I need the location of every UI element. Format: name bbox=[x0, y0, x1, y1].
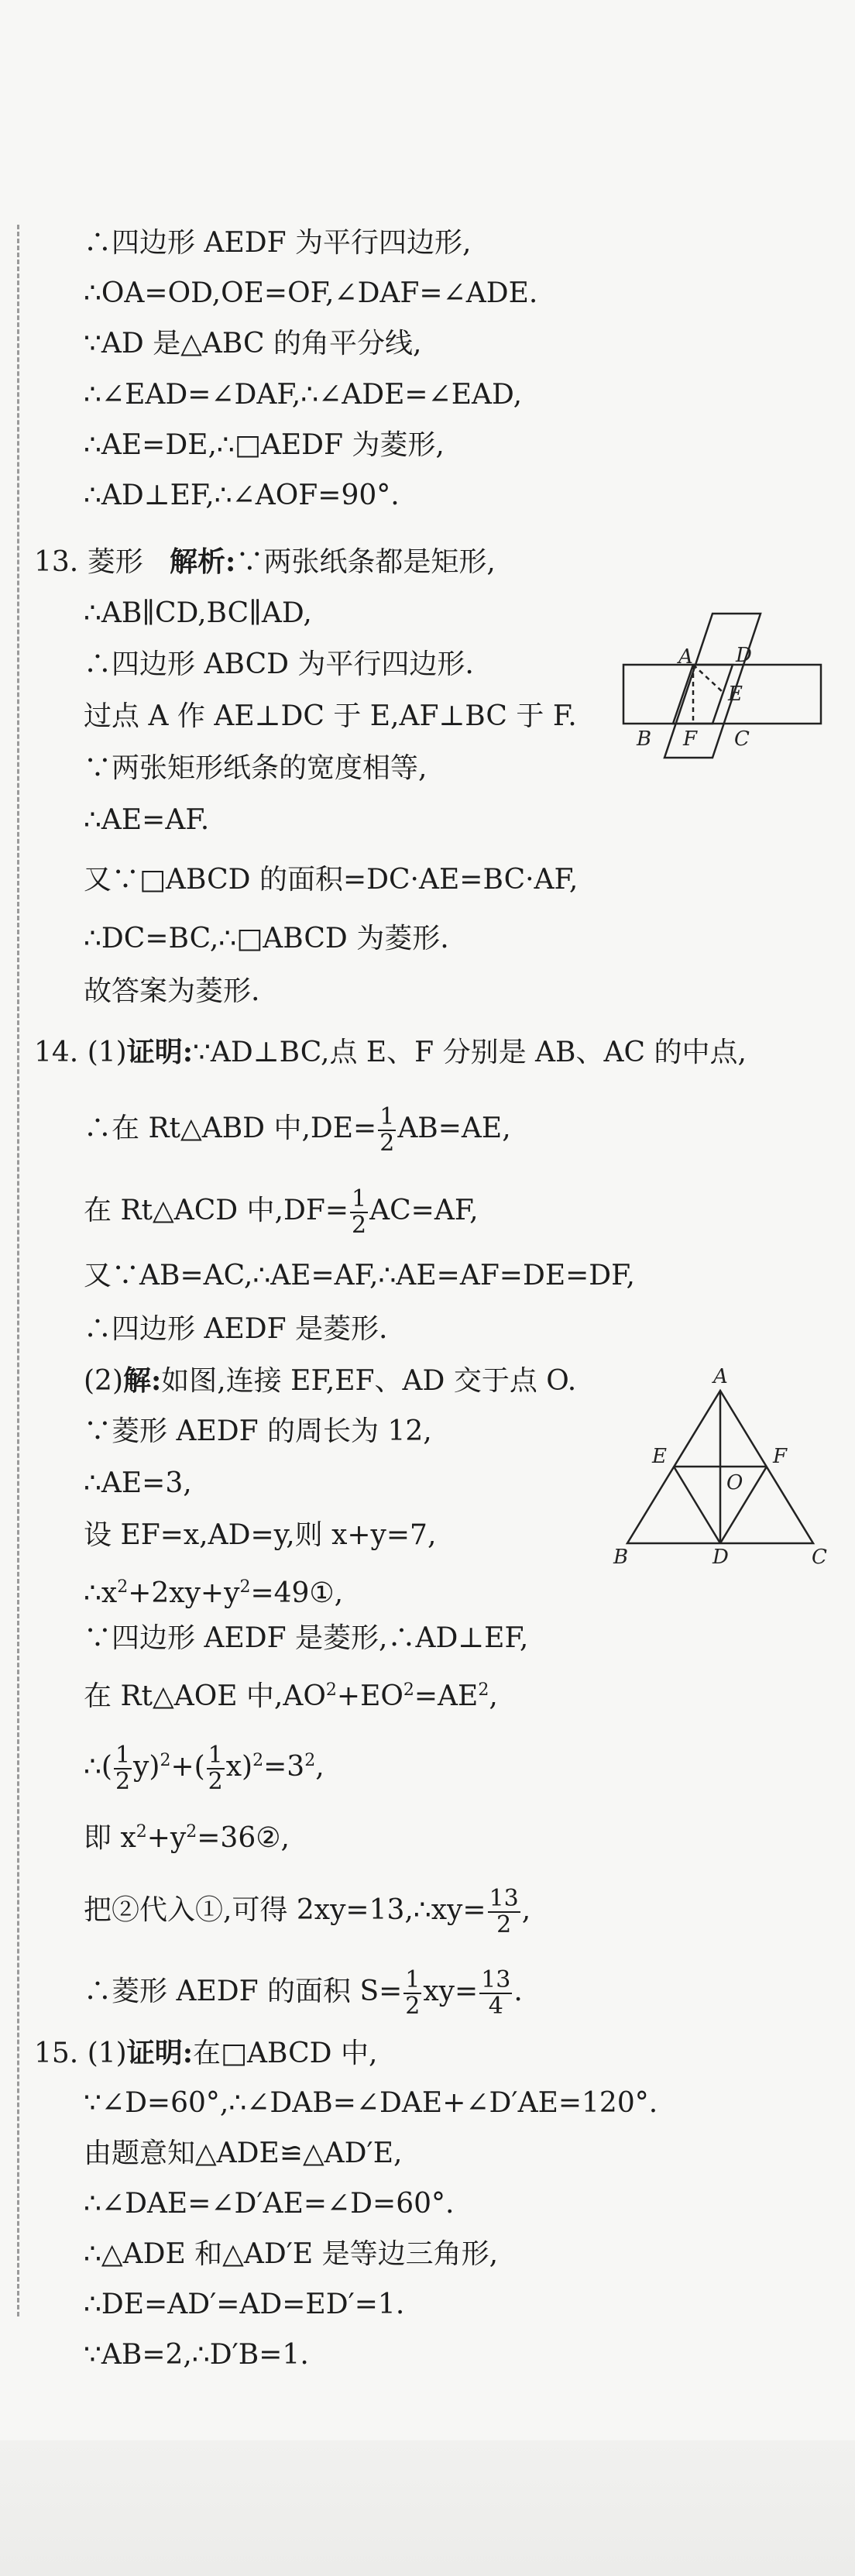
figure-13-crossed-strips bbox=[620, 604, 836, 782]
text-line: 又∵□ABCD 的面积=DC·AE=BC·AF, bbox=[84, 864, 579, 896]
text-span: AB=AE, bbox=[397, 1113, 511, 1144]
text-line bbox=[84, 1570, 343, 1611]
text-line bbox=[84, 1673, 498, 1714]
text-span: ∴在 Rt△ABD 中,DE= bbox=[84, 1113, 377, 1144]
fraction-half bbox=[207, 1743, 225, 1794]
proof-label: 证明: bbox=[126, 1036, 193, 1068]
numerator: 1 bbox=[379, 1103, 395, 1130]
text-span: +2xy+y bbox=[128, 1577, 240, 1609]
label-F: F bbox=[773, 1445, 788, 1468]
text-span: 把②代入①,可得 2xy=13,∴xy= bbox=[84, 1894, 486, 1926]
text-line: ∴AB∥CD,BC∥AD, bbox=[84, 597, 312, 629]
segment-ed bbox=[674, 1467, 720, 1543]
text-line: ∵AD 是△ABC 的角平分线, bbox=[84, 328, 422, 359]
dashed-ae bbox=[693, 665, 723, 693]
fraction-13-2 bbox=[488, 1886, 520, 1938]
text-span: =3 bbox=[263, 1751, 305, 1783]
denominator: 2 bbox=[496, 1911, 512, 1938]
solution-label: 解: bbox=[123, 1364, 162, 1397]
label-A: A bbox=[678, 645, 693, 669]
superscript: 2 bbox=[186, 1822, 197, 1842]
label-F: F bbox=[683, 727, 698, 751]
text-span: . bbox=[513, 1976, 523, 2007]
denominator: 2 bbox=[405, 1993, 421, 2020]
proof-label: 证明: bbox=[126, 2037, 193, 2069]
text-line: 设 EF=x,AD=y,则 x+y=7, bbox=[84, 1519, 437, 1551]
text-span: ∴( bbox=[84, 1751, 112, 1783]
label-D: D bbox=[712, 1546, 729, 1565]
text-span: 在 Rt△AOE 中,AO bbox=[84, 1680, 326, 1712]
text-line: ∴∠EAD=∠DAF,∴∠ADE=∠EAD, bbox=[84, 379, 523, 411]
text-line bbox=[84, 1105, 511, 1156]
text-span: AC=AF, bbox=[369, 1195, 479, 1226]
numerator: 13 bbox=[481, 1966, 511, 1993]
text-span: ∵两张纸条都是矩形, bbox=[235, 546, 496, 578]
denominator: 2 bbox=[208, 1768, 223, 1795]
problem-13-answer: 13. 菱形 bbox=[34, 546, 143, 578]
superscript: 2 bbox=[478, 1680, 489, 1700]
text-line: ∵四边形 AEDF 是菱形,∴AD⊥EF, bbox=[84, 1622, 529, 1654]
text-line: ∵AB=2,∴D′B=1. bbox=[84, 2339, 309, 2371]
text-span: 在 Rt△ACD 中,DF= bbox=[84, 1195, 349, 1226]
problem-14-part1-heading bbox=[34, 1035, 747, 1070]
fraction-half bbox=[350, 1187, 368, 1238]
text-line: 又∵AB=AC,∴AE=AF,∴AE=AF=DE=DF, bbox=[84, 1260, 635, 1291]
text-span: =49①, bbox=[250, 1577, 344, 1609]
numerator: 1 bbox=[115, 1742, 131, 1769]
text-span: ∴x bbox=[84, 1577, 118, 1609]
text-line: ∴△ADE 和△AD′E 是等边三角形, bbox=[84, 2238, 499, 2270]
text-span: +y bbox=[146, 1822, 187, 1854]
text-line: ∵菱形 AEDF 的周长为 12, bbox=[84, 1415, 432, 1447]
label-A: A bbox=[713, 1365, 728, 1388]
left-margin-dashed-line bbox=[17, 225, 19, 2316]
label-E: E bbox=[652, 1445, 667, 1468]
problem-15-heading bbox=[34, 2036, 377, 2071]
denominator: 2 bbox=[352, 1212, 367, 1239]
text-line: ∴四边形 ABCD 为平行四边形. bbox=[84, 648, 474, 680]
text-span: , bbox=[315, 1751, 324, 1783]
text-line: ∵∠D=60°,∴∠DAB=∠DAE+∠D′AE=120°. bbox=[84, 2087, 658, 2119]
text-line: ∴AD⊥EF,∴∠AOF=90°. bbox=[84, 480, 400, 511]
text-line: ∴AE=AF. bbox=[84, 804, 210, 836]
fraction-half bbox=[378, 1105, 396, 1156]
superscript: 2 bbox=[403, 1680, 414, 1700]
denominator: 2 bbox=[115, 1768, 131, 1795]
text-line: ∴AE=3, bbox=[84, 1467, 192, 1499]
numerator: 13 bbox=[489, 1885, 519, 1912]
text-span: 在□ABCD 中, bbox=[193, 2038, 378, 2069]
text-line: ∴四边形 AEDF 为平行四边形, bbox=[84, 227, 472, 259]
text-span: =AE bbox=[414, 1680, 479, 1712]
part-2-heading bbox=[84, 1364, 576, 1398]
label-C: C bbox=[734, 727, 750, 751]
text-line bbox=[84, 1743, 324, 1794]
denominator: 2 bbox=[379, 1130, 395, 1157]
text-span: +EO bbox=[336, 1680, 403, 1712]
text-span: ∴菱形 AEDF 的面积 S= bbox=[84, 1976, 403, 2007]
text-line: ∴四边形 AEDF 是菱形. bbox=[84, 1313, 388, 1345]
text-span: , bbox=[489, 1680, 498, 1712]
text-line: ∴OA=OD,OE=OF,∠DAF=∠ADE. bbox=[84, 277, 538, 309]
text-span: ∵AD⊥BC,点 E、F 分别是 AB、AC 的中点, bbox=[193, 1037, 747, 1068]
text-line bbox=[84, 1187, 479, 1238]
page-bottom-shade bbox=[0, 2440, 855, 2576]
fraction-13-4 bbox=[479, 1968, 512, 2019]
text-line: 故答案为菱形. bbox=[84, 975, 260, 1007]
superscript: 2 bbox=[160, 1751, 171, 1770]
text-span: xy= bbox=[423, 1976, 479, 2007]
label-D: D bbox=[736, 644, 752, 667]
text-span: 即 x bbox=[84, 1822, 136, 1854]
text-span: , bbox=[521, 1894, 531, 1926]
numerator: 1 bbox=[208, 1742, 223, 1769]
part-number: 15. (1) bbox=[34, 2038, 127, 2069]
text-line: ∴AE=DE,∴□AEDF 为菱形, bbox=[84, 429, 445, 461]
text-span: 如图,连接 EF,EF、AD 交于点 O. bbox=[161, 1365, 577, 1397]
superscript: 2 bbox=[117, 1577, 129, 1597]
text-line: 过点 A 作 AE⊥DC 于 E,AF⊥BC 于 F. bbox=[84, 700, 577, 732]
analysis-label: 解析: bbox=[170, 545, 236, 578]
numerator: 1 bbox=[405, 1966, 421, 1993]
text-line: ∴∠DAE=∠D′AE=∠D=60°. bbox=[84, 2188, 455, 2220]
text-line: 由题意知△ADE≌△AD′E, bbox=[84, 2137, 403, 2169]
text-line bbox=[84, 1886, 531, 1938]
superscript: 2 bbox=[325, 1680, 337, 1700]
text-span: y) bbox=[133, 1751, 160, 1783]
fraction-half bbox=[114, 1743, 132, 1794]
part-number: 14. (1) bbox=[34, 1037, 127, 1068]
superscript: 2 bbox=[136, 1822, 147, 1842]
superscript: 2 bbox=[252, 1751, 264, 1770]
text-span: x) bbox=[225, 1751, 253, 1783]
part-number: (2) bbox=[84, 1365, 123, 1397]
text-span: +( bbox=[170, 1751, 205, 1783]
text-line bbox=[84, 1968, 523, 2019]
text-line bbox=[84, 1815, 290, 1855]
numerator: 1 bbox=[352, 1185, 367, 1212]
text-span: =36②, bbox=[197, 1822, 290, 1854]
superscript: 2 bbox=[304, 1751, 316, 1770]
label-B: B bbox=[637, 727, 652, 751]
label-E: E bbox=[728, 683, 743, 706]
figure-14-triangle bbox=[612, 1364, 829, 1565]
superscript: 2 bbox=[239, 1577, 251, 1597]
label-B: B bbox=[613, 1546, 629, 1565]
fraction-half bbox=[403, 1968, 421, 2019]
text-line: ∴DC=BC,∴□ABCD 为菱形. bbox=[84, 923, 449, 954]
label-C: C bbox=[812, 1546, 827, 1565]
text-line: ∴DE=AD′=AD=ED′=1. bbox=[84, 2289, 405, 2320]
text-line: ∵两张矩形纸条的宽度相等, bbox=[84, 752, 428, 784]
label-O: O bbox=[726, 1471, 743, 1494]
denominator: 4 bbox=[488, 1993, 503, 2020]
problem-13-heading bbox=[34, 545, 496, 580]
